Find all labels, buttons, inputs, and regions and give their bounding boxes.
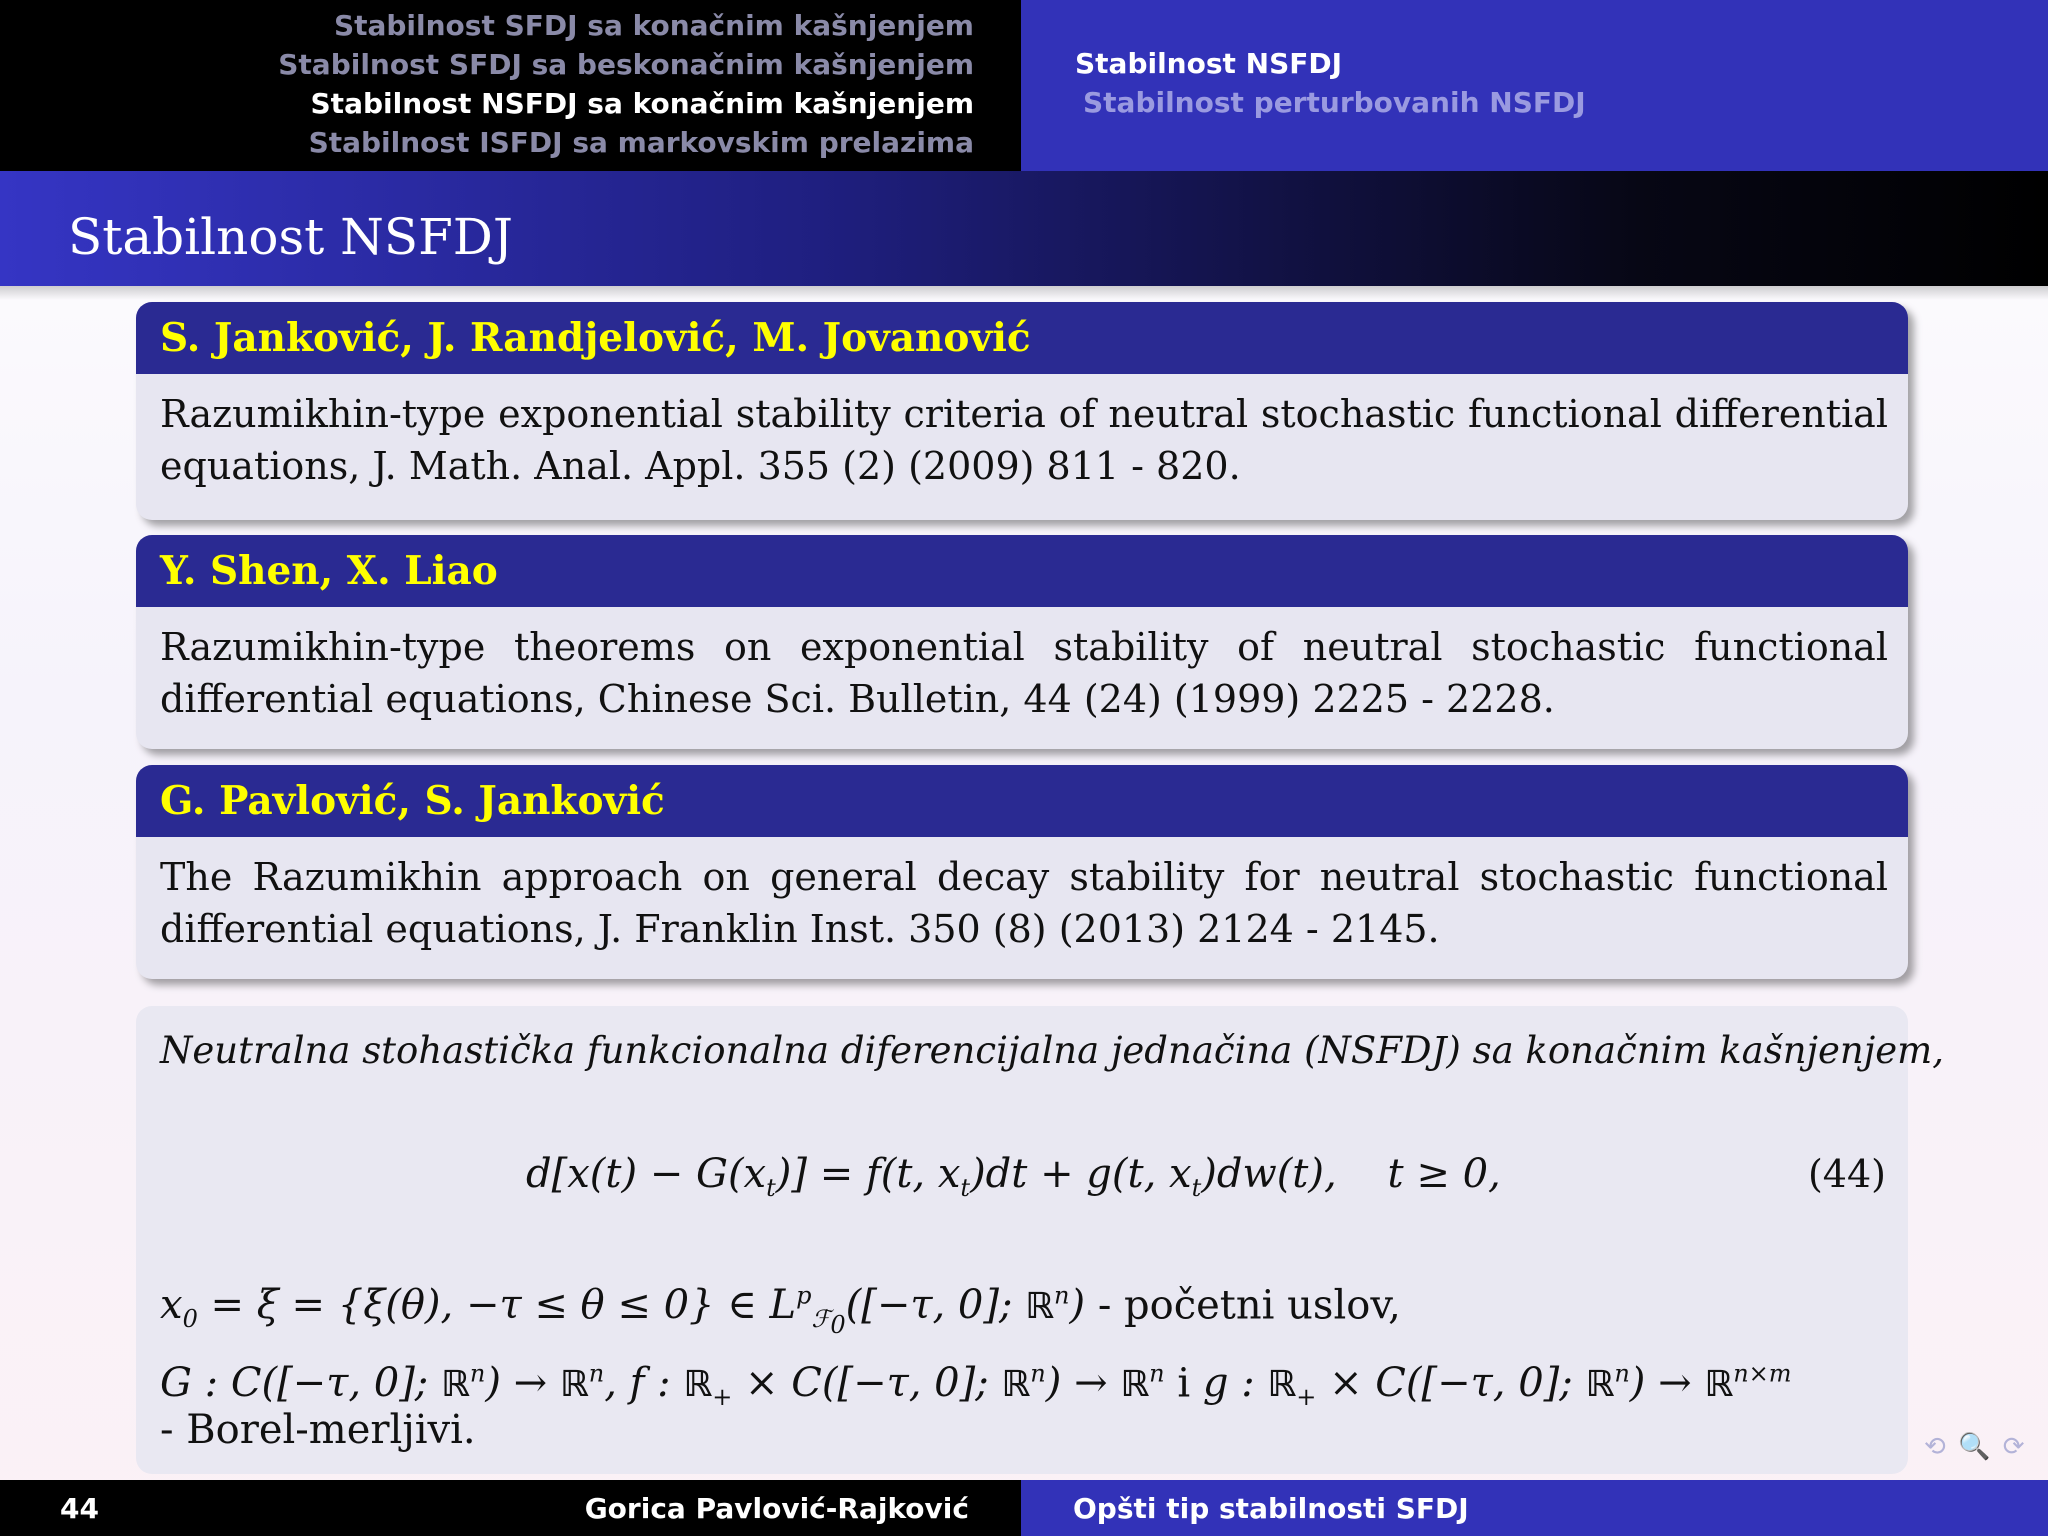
equation-number: (44) bbox=[1807, 1152, 1886, 1196]
reference-header bbox=[136, 302, 1908, 374]
section-navigation bbox=[0, 0, 1021, 171]
nav-section-1[interactable]: Stabilnost SFDJ sa konačnim kašnjenjem bbox=[333, 9, 974, 42]
reference-header bbox=[136, 535, 1908, 607]
footer-right bbox=[1021, 1480, 2048, 1536]
mapping-g-formula: G : C([−τ, 0]; ℝ$^n$) → ℝ$^n$, f : ℝ$_+$ × C([−τ, 0]; ℝ$^n$) → ℝ$^n$ bbox=[160, 1360, 1165, 1412]
page-number: 44 bbox=[60, 1492, 99, 1525]
reference-block-1 bbox=[136, 302, 1908, 520]
reference-citation: Razumikhin-type exponential stability criteria of neutral stochastic functional differential equations, J. Math. Anal. Appl. 355 (2) (2009) 811 - 820. bbox=[160, 392, 1888, 488]
frame-title-bar bbox=[0, 171, 2048, 286]
reference-authors: S. Janković, J. Randjelović, M. Jovanović bbox=[160, 315, 1031, 361]
footer-left bbox=[0, 1480, 1021, 1536]
nsfdj-equation: $d[x(t) - G(x_t)] = f(t$, $x_t)dt + g(t$, $x_t)dw(t)$, t ≥ 0, bbox=[526, 1151, 1501, 1202]
initial-condition-label: - početni uslov, bbox=[1097, 1282, 1401, 1329]
nav-subsection-1-active[interactable]: Stabilnost NSFDJ bbox=[1075, 47, 1343, 80]
nav-section-3-active[interactable]: Stabilnost NSFDJ sa konačnim kašnjenjem bbox=[310, 87, 974, 120]
initial-condition-formula: $x_0 = \xi = \{\xi(\theta)$, −τ ≤ θ ≤ 0} ∈ $L^p_{ℱ_0}([-\tau$, 0]; ℝ$^n$) bbox=[160, 1282, 1086, 1340]
mapping-small-g-formula: g : ℝ$_+$ × C([−τ, 0]; ℝ$^n$) → ℝ$^{n\times m}$ bbox=[1202, 1360, 1792, 1412]
footer-author: Gorica Pavlović-Rajković bbox=[584, 1492, 969, 1525]
nav-subsection-2[interactable]: Stabilnost perturbovanih NSFDJ bbox=[1083, 86, 1586, 119]
reference-citation: The Razumikhin approach on general decay stability for neutral stochastic functional differential equations, J. Franklin Inst. 350 (8) (2013) 2124 - 2145. bbox=[160, 855, 1888, 951]
reference-authors: Y. Shen, X. Liao bbox=[160, 548, 498, 594]
frame-title: Stabilnost NSFDJ bbox=[68, 208, 513, 266]
title-shadow bbox=[0, 286, 2048, 300]
subsection-navigation bbox=[1021, 0, 2048, 171]
reference-block-3 bbox=[136, 765, 1908, 979]
reference-authors: G. Pavlović, S. Janković bbox=[160, 778, 665, 824]
conjunction-text: i bbox=[1177, 1360, 1191, 1407]
reference-header bbox=[136, 765, 1908, 837]
definition-intro: Neutralna stohastička funkcionalna diferencijalna jednačina (NSFDJ) sa konačnim kašnjenjem, bbox=[160, 1029, 1944, 1072]
definition-block bbox=[136, 1006, 1944, 1474]
nav-section-4[interactable]: Stabilnost ISFDJ sa markovskim prelazima bbox=[308, 126, 974, 159]
borel-line: - Borel-merljivi. bbox=[160, 1407, 476, 1453]
beamer-navigation-icons[interactable]: ⟲ 🔍 ⟳ bbox=[1924, 1432, 2027, 1462]
reference-block-2 bbox=[136, 535, 1908, 749]
reference-citation: Razumikhin-type theorems on exponential stability of neutral stochastic functional differential equations, Chinese Sci. Bulletin, 44 (24) (1999) 2225 - 2228. bbox=[160, 625, 1888, 721]
initial-condition-line bbox=[160, 1268, 1401, 1353]
nav-section-2[interactable]: Stabilnost SFDJ sa beskonačnim kašnjenjem bbox=[278, 48, 974, 81]
footer-talk-title: Opšti tip stabilnosti SFDJ bbox=[1073, 1492, 1469, 1525]
